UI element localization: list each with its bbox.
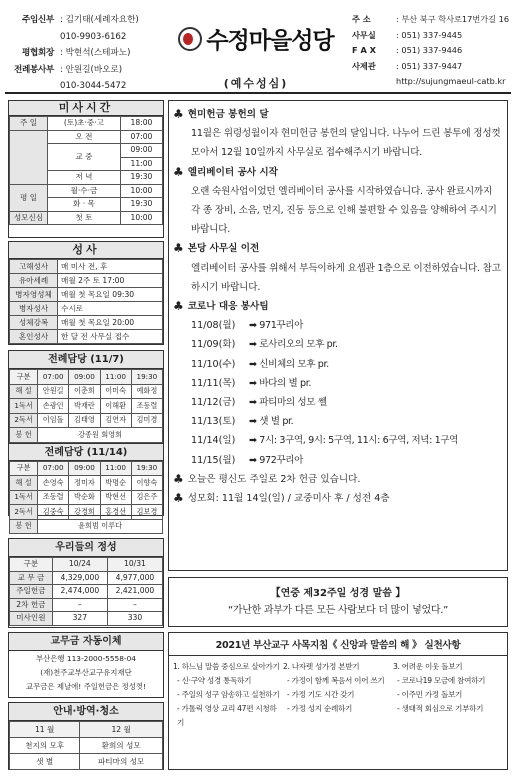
offering-amount: 2,474,000 <box>52 585 107 599</box>
contact-row <box>12 45 162 62</box>
corona-schedule-row <box>173 451 501 470</box>
contact-label: 사제관 <box>352 60 376 71</box>
contact-value: 010-9903-6162 <box>60 31 127 42</box>
club-icon: ♣ <box>173 164 184 179</box>
sacraments-title: 성사 <box>9 242 163 259</box>
sacraments-table <box>9 259 163 344</box>
liturgy-name: 이미숙 <box>100 384 131 399</box>
contact-value: : 안원길(바오로) <box>60 64 123 75</box>
contact-label: 사무실 <box>352 29 376 40</box>
mass-time: 10:00 <box>120 211 162 225</box>
corona-team <box>173 297 501 470</box>
notice-body: 오랜 숙원사업이었던 엘리베이터 공사를 시작하였습니다. 공사 완료시까지 각 종 장비, 소음, 먼지, 진동 등으로 인해 불편할 수 있음을 양해하여 주시기 바랍니다. <box>191 185 497 236</box>
policy-heading: 2. 나자렛 성가정 본받기 <box>283 662 360 671</box>
liturgy-name: 김태영 <box>69 413 100 428</box>
offering-row <box>10 571 163 585</box>
notice-heading <box>173 163 501 182</box>
liturgy2-title: 전례담당 (11/14) <box>9 443 163 461</box>
corona-date: 11/12(금) <box>191 397 236 409</box>
liturgy-name: 손영숙 <box>38 476 69 491</box>
policy-item: - 가정 기도 시간 갖기 <box>287 690 355 699</box>
liturgy-name: 박순화 <box>69 490 100 505</box>
notice-heading-text: 엘리베이터 공사 시작 <box>187 166 278 178</box>
notice-item <box>173 470 501 489</box>
notice-item <box>173 489 501 508</box>
liturgy-role: 1독서 <box>10 399 38 414</box>
liturgy-name: 박재란 <box>69 399 100 414</box>
liturgy-role: 2독서 <box>10 413 38 428</box>
sacrament-desc: 매월 2주 토 17:00 <box>58 274 163 288</box>
notice-heading-text: 성모회: 11월 14일(일) / 교중미사 후 / 성전 4층 <box>187 493 390 505</box>
liturgy-row <box>10 384 163 399</box>
liturgy-row <box>10 490 163 505</box>
liturgy-name: 김연자 <box>100 413 131 428</box>
notice-body: 11월은 위령성월이자 현미헌금 봉헌의 달입니다. 나누어 드린 봉투에 정성껏 모아서 12월 10일까지 사무실로 접수해주시기 바랍니다. <box>191 128 501 159</box>
transfer-title: 교무금 자동이체 <box>9 633 163 651</box>
liturgy-name: 홍경선 <box>100 505 131 520</box>
sacrament-row <box>10 274 163 288</box>
liturgy-role: 봉 헌 <box>10 519 38 534</box>
liturgy-header-row <box>10 370 163 385</box>
notice-heading-text: 본당 사무실 이전 <box>187 243 260 255</box>
masthead <box>168 22 344 91</box>
policy-item: - 생태적 회심으로 기부하기 <box>397 704 484 713</box>
liturgy-name: 이임돌 <box>38 413 69 428</box>
liturgy-panel <box>8 350 164 531</box>
sacrament-name: 유아세례 <box>10 274 58 288</box>
liturgy-name: 예화정 <box>131 384 162 399</box>
corona-team-name: ➡ 신비체의 모후 pr. <box>249 358 329 370</box>
contact-row <box>12 12 162 29</box>
corona-date: 11/10(수) <box>191 358 236 370</box>
contact-value: : 부산 북구 학사로17번가길 16 <box>396 14 510 24</box>
contact-value: : 박현석(스테파노) <box>60 48 131 58</box>
guide-team: 환희의 성모 <box>80 738 163 754</box>
club-icon: ♣ <box>173 241 184 256</box>
contact-value: : 김기태(세례자요한) <box>60 15 139 25</box>
transfer-line: 교무금은 제날에! 주일헌금은 정성껏! <box>25 682 147 691</box>
guide-title: 안내·방역·청소 <box>9 703 163 721</box>
liturgy-name: 박명순 <box>100 476 131 491</box>
offering-amount: – <box>107 598 162 612</box>
liturgy-role: 봉 헌 <box>10 428 38 443</box>
liturgy-name: 조동렬 <box>131 399 162 414</box>
policy-item: - 코로나19 모금에 참여하기 <box>397 676 486 685</box>
mass-day: 주 일 <box>10 117 48 131</box>
corona-date: 11/08(월) <box>191 320 236 332</box>
corona-date: 11/11(목) <box>191 377 236 389</box>
liturgy-header-cell: 11:00 <box>100 370 131 385</box>
mass-slot: 화 · 목 <box>48 198 121 212</box>
liturgy-name: 김보경 <box>131 505 162 520</box>
liturgy-name: 이춘희 <box>69 384 100 399</box>
club-icon: ♣ <box>173 471 184 486</box>
offering-header-cell: 10/24 <box>52 558 107 572</box>
sacrament-desc: 매 미사 전, 후 <box>58 260 163 274</box>
header-divider <box>5 92 511 94</box>
liturgy-row <box>10 476 163 491</box>
policy-item: - 신·구약 성경 통독하기 <box>177 676 252 685</box>
offering-row <box>10 612 163 626</box>
corona-team-name: ➡ 971꾸리아 <box>249 320 304 332</box>
notice-item <box>173 239 501 297</box>
weekly-verse <box>168 577 508 627</box>
notice-item <box>173 105 501 163</box>
offering-header-cell: 구분 <box>10 558 53 572</box>
policy-item: - 주일의 성구 암송하고 실천하기 <box>177 690 280 699</box>
liturgy1-table <box>9 369 163 443</box>
contact-row <box>352 12 512 28</box>
contact-label: 주임신부 <box>21 15 54 25</box>
mass-row <box>10 130 163 144</box>
contact-left <box>12 12 162 95</box>
offering-label: 주일헌금 <box>10 585 53 599</box>
sacrament-name: 혼인성사 <box>10 330 58 344</box>
sacrament-name: 고해성사 <box>10 260 58 274</box>
offering-label: 교 무 금 <box>10 571 53 585</box>
liturgy-name: 조동렬 <box>38 490 69 505</box>
mass-day: 평 일 <box>10 184 48 211</box>
sacrament-desc: 수시로 <box>58 302 163 316</box>
liturgy-header-cell: 09:00 <box>69 370 100 385</box>
corona-team-name: ➡ 샛 별 pr. <box>249 416 294 428</box>
contact-value: http://sujungmaeul-catb.kr <box>396 76 506 86</box>
corona-schedule-row <box>173 393 501 412</box>
contact-value: : 051) 337-9446 <box>396 45 463 55</box>
notice-heading-text: 현미헌금 봉헌의 달 <box>187 109 269 120</box>
parish-logo-icon <box>178 27 202 51</box>
liturgy-name: 박현선 <box>100 490 131 505</box>
contact-row <box>12 62 162 79</box>
club-icon: ♣ <box>173 491 184 506</box>
offering-amount: 4,977,000 <box>107 571 162 585</box>
mass-row <box>10 211 163 225</box>
transfer-line: 부산은행 113-2000-5558-04 <box>35 654 137 663</box>
liturgy-name: 정미자 <box>69 476 100 491</box>
parish-title: 수정마을성당 <box>206 28 334 54</box>
liturgy-row <box>10 399 163 414</box>
corona-date: 11/14(일) <box>191 435 236 447</box>
policy-heading: 3. 어려운 이웃 돌보기 <box>393 662 463 671</box>
liturgy-name: 손광인 <box>38 399 69 414</box>
guide-header-cell: 12 월 <box>80 722 163 738</box>
offering-amount: 327 <box>52 612 107 626</box>
contact-row <box>352 74 512 90</box>
policy-column <box>393 660 503 730</box>
corona-schedule-row <box>173 374 501 393</box>
policy-item: - 가정 성지 순례하기 <box>287 704 353 713</box>
contact-label <box>12 29 54 46</box>
sacrament-row <box>10 330 163 344</box>
corona-team-name: ➡ 로사리오의 모후 pr. <box>249 339 338 351</box>
pastoral-policy <box>168 632 508 770</box>
notices-panel <box>168 100 508 571</box>
liturgy-name: 김미경 <box>131 413 162 428</box>
mass-slot: 첫 토 <box>48 211 121 225</box>
guide-header-cell: 11 월 <box>10 722 80 738</box>
club-icon: ♣ <box>173 299 184 314</box>
mass-time: 09:00 <box>120 144 162 158</box>
mass-day <box>10 130 48 184</box>
verse-text: “가난한 과부가 다른 모든 사람보다 더 많이 넣었다.” <box>228 605 448 616</box>
sacrament-desc: 매월 첫 목요일 20:00 <box>58 316 163 330</box>
contact-row <box>12 29 162 46</box>
contact-row <box>352 28 512 44</box>
mass-slot: 월·수·금 <box>48 184 121 198</box>
liturgy-role: 2독서 <box>10 505 38 520</box>
corona-date: 11/15(월) <box>191 454 236 466</box>
sacrament-name: 성체강복 <box>10 316 58 330</box>
offering-title: 우리들의 정성 <box>9 539 163 557</box>
liturgy-flower-row <box>10 519 163 534</box>
mass-slot: 오 전 <box>48 130 121 144</box>
liturgy-name: 강경희 <box>69 505 100 520</box>
mass-time: 11:00 <box>120 157 162 171</box>
guide-row <box>10 738 163 754</box>
mass-time: 10:00 <box>120 184 162 198</box>
liturgy-header-cell: 19:30 <box>131 370 162 385</box>
mass-day: 성모신심 <box>10 211 48 225</box>
mass-row <box>10 117 163 131</box>
notice-heading-text: 오늘은 평신도 주일로 2차 헌금 있습니다. <box>187 473 361 485</box>
contact-value: : 051) 337-9445 <box>396 29 463 40</box>
offering-header-cell: 10/31 <box>107 558 162 572</box>
policy-item: - 이주민 가정 돌보기 <box>397 690 463 699</box>
mass-time: 19:30 <box>120 198 162 212</box>
corona-date: 11/13(토) <box>191 416 236 428</box>
sacrament-desc: 매월 첫 목요일 09:30 <box>58 288 163 302</box>
liturgy-header-cell: 11:00 <box>100 461 131 476</box>
corona-team-name: ➡ 7시: 3구역, 9시: 5구역, 11시: 6구역, 저녁: 1구역 <box>249 435 459 447</box>
mass-times-title: 미사시간 <box>9 101 163 116</box>
notice-heading <box>173 105 501 124</box>
parish-subtitle: (예수성심) <box>223 77 289 90</box>
mass-row <box>10 184 163 198</box>
liturgy-flower-names: 윤희범 이루다 <box>38 519 163 534</box>
contact-row <box>352 43 512 59</box>
liturgy-name: 김은주 <box>131 490 162 505</box>
offering-row <box>10 598 163 612</box>
transfer-line: (재)천주교부산교구유지재단 <box>40 668 132 677</box>
offering-row <box>10 585 163 599</box>
liturgy-header-cell: 구분 <box>10 370 38 385</box>
offering-amount: 330 <box>107 612 162 626</box>
liturgy-header-cell: 구분 <box>10 461 38 476</box>
corona-schedule-row <box>173 431 501 450</box>
sacrament-name: 병자영성체 <box>10 288 58 302</box>
liturgy-role: 해 설 <box>10 384 38 399</box>
guide-team: 천지의 모후 <box>10 738 80 754</box>
offering-header-row <box>10 558 163 572</box>
corona-team-name: ➡ 972꾸리아 <box>249 454 304 466</box>
liturgy1-title: 전례담당 (11/7) <box>9 351 163 369</box>
notice-item <box>173 163 501 240</box>
contact-right <box>352 12 512 90</box>
notice-body: 엘리베이터 공사를 위해서 부득이하게 요셉관 1층으로 이전하였습니다. 참고하시기 바랍니다. <box>191 262 501 293</box>
guide-row <box>10 754 163 770</box>
liturgy-name: 이해환 <box>100 399 131 414</box>
mass-slot: (토)초·중·고 <box>48 117 121 131</box>
notice-heading <box>173 297 501 316</box>
guide-table <box>9 721 163 770</box>
policy-item: - 가톨릭 영상 교리 47편 시청하기 <box>177 704 277 727</box>
offering-label: 미사인원 <box>10 612 53 626</box>
offering-amount: 2,421,000 <box>107 585 162 599</box>
guide-panel <box>8 702 164 770</box>
offering-amount: 4,329,000 <box>52 571 107 585</box>
notice-heading <box>173 239 501 258</box>
liturgy-name: 김중숙 <box>38 505 69 520</box>
liturgy-row <box>10 505 163 520</box>
sacrament-row <box>10 288 163 302</box>
corona-team-name: ➡ 파티마의 성모 쎌 <box>249 397 327 409</box>
guide-team: 파티마의 성모 <box>80 754 163 770</box>
liturgy-role: 1독서 <box>10 490 38 505</box>
policy-title: 2021년 부산교구 사목지침《 신앙과 말씀의 해 》 실천사항 <box>169 633 507 656</box>
contact-value: : 051) 337-9447 <box>396 60 463 71</box>
liturgy-flower-row <box>10 428 163 443</box>
policy-column <box>173 660 283 730</box>
mass-slot: 저 녁 <box>48 171 121 185</box>
sacraments-panel <box>8 241 164 345</box>
mass-slot: 교 중 <box>48 144 121 171</box>
offering-label: 2차 헌금 <box>10 598 53 612</box>
sacrament-row <box>10 302 163 316</box>
guide-team: 샛 별 <box>10 754 80 770</box>
contact-row <box>352 59 512 75</box>
liturgy-name: 이향숙 <box>131 476 162 491</box>
notice-heading-text: 코로나 대응 봉사팀 <box>187 301 269 313</box>
liturgy-header-cell: 07:00 <box>38 461 69 476</box>
corona-schedule-row <box>173 316 501 335</box>
transfer-panel <box>8 632 164 698</box>
mass-time: 07:00 <box>120 130 162 144</box>
mass-time: 19:30 <box>120 171 162 185</box>
corona-date: 11/09(화) <box>191 339 236 351</box>
liturgy-flower-names: 강종원 회영희 <box>38 428 163 443</box>
liturgy-header-cell: 19:30 <box>131 461 162 476</box>
notice-heading <box>173 489 501 508</box>
sacrament-name: 병자성사 <box>10 302 58 316</box>
sacrament-row <box>10 260 163 274</box>
mass-times-panel <box>8 100 164 238</box>
liturgy-role: 해 설 <box>10 476 38 491</box>
offering-amount: – <box>52 598 107 612</box>
corona-schedule-row <box>173 355 501 374</box>
guide-header-row <box>10 722 163 738</box>
sacrament-row <box>10 316 163 330</box>
transfer-info <box>9 651 163 694</box>
contact-label <box>352 74 392 90</box>
liturgy-header-cell: 07:00 <box>38 370 69 385</box>
liturgy-header-cell: 09:00 <box>69 461 100 476</box>
policy-heading: 1. 하느님 말씀 중심으로 살아가기 <box>173 662 280 671</box>
corona-schedule-row <box>173 335 501 354</box>
offering-panel <box>8 538 164 628</box>
sacrament-desc: 한 달 전 사무실 접수 <box>58 330 163 344</box>
mass-time: 18:00 <box>120 117 162 131</box>
liturgy2-table <box>9 461 163 535</box>
club-icon: ♣ <box>173 107 184 121</box>
policy-item: - 가정이 함께 복음서 이어 쓰기 <box>287 676 385 685</box>
contact-label: F A X <box>352 45 376 55</box>
contact-label: 주 소 <box>352 14 371 24</box>
liturgy-header-row <box>10 461 163 476</box>
offering-table <box>9 557 163 626</box>
corona-schedule-row <box>173 412 501 431</box>
corona-team-name: ➡ 바다의 별 pr. <box>249 377 312 389</box>
liturgy-name: 안원길 <box>38 384 69 399</box>
verse-title: 【연중 제32주일 성경 말씀 】 <box>270 588 406 599</box>
notice-heading <box>173 470 501 489</box>
mass-times-table <box>9 116 163 225</box>
liturgy-row <box>10 413 163 428</box>
contact-label: 전례봉사부 <box>13 64 54 75</box>
contact-value: 010-3044-5472 <box>60 81 127 91</box>
policy-column <box>283 660 393 730</box>
contact-label: 평협회장 <box>21 48 54 58</box>
